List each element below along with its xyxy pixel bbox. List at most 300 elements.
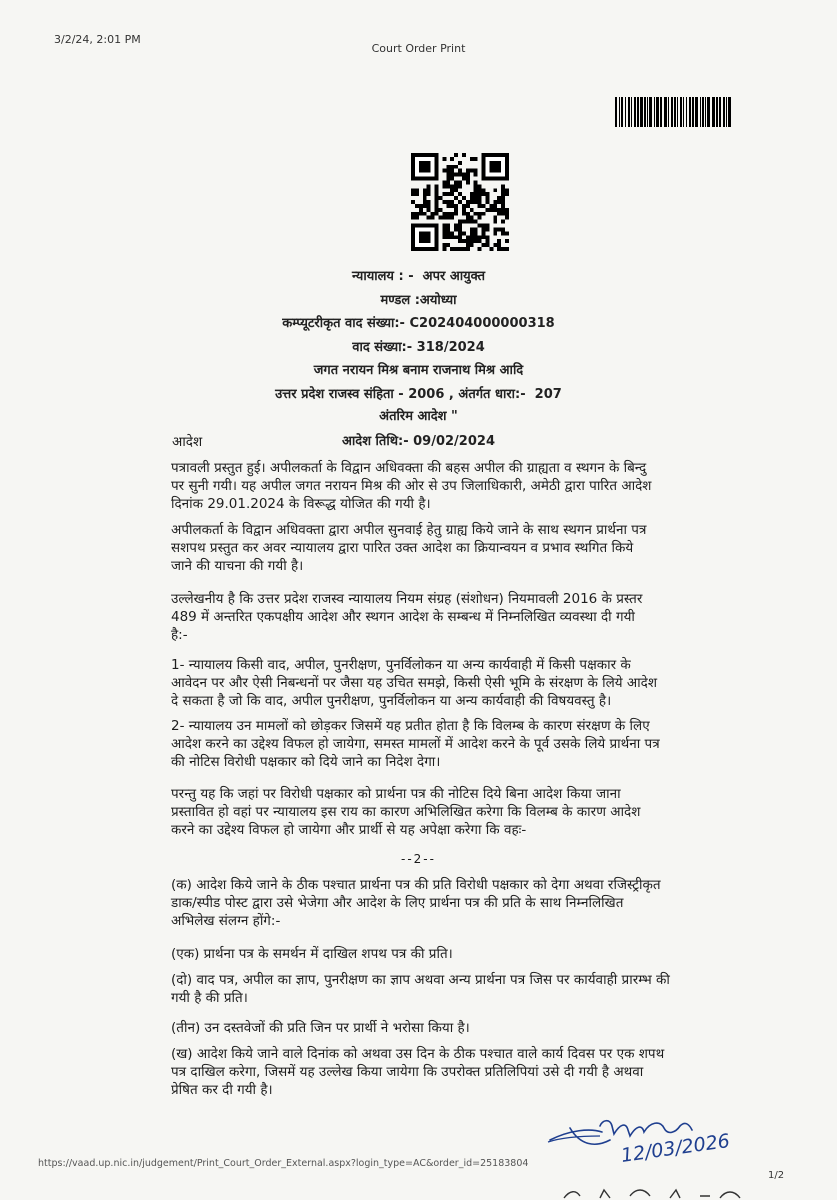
barcode-bar (656, 97, 659, 127)
qr-module (442, 184, 446, 188)
qr-module (442, 212, 446, 216)
paragraph (171, 785, 731, 839)
barcode-bar (712, 97, 715, 127)
qr-module (458, 161, 462, 165)
qr-module (497, 212, 501, 216)
qr-module (446, 165, 450, 169)
qr-module (470, 235, 474, 239)
qr-module (493, 204, 497, 208)
barcode-bar (716, 97, 718, 127)
qr-module (435, 212, 439, 216)
qr-module (505, 216, 509, 220)
qr-module (427, 208, 431, 212)
qr-module (478, 188, 482, 192)
qr-module (450, 169, 454, 173)
barcode-bar (621, 97, 623, 127)
qr-module (466, 200, 470, 204)
qr-module (501, 184, 505, 188)
qr-module (501, 208, 505, 212)
qr-module (485, 243, 489, 247)
text-line: सशपथ प्रस्तुत कर अवर न्यायालय द्वारा पारित उक्त आदेश का क्रियान्वयन व प्रभाव स्थगित किये (171, 540, 634, 556)
qr-module (462, 247, 466, 251)
qr-module (427, 192, 431, 196)
qr-module (450, 235, 454, 239)
qr-module (458, 231, 462, 235)
qr-module (450, 157, 454, 161)
qr-module (501, 220, 505, 224)
qr-module (505, 208, 509, 212)
qr-module (497, 196, 501, 200)
barcode-bar (631, 97, 632, 127)
text-line: परन्तु यह कि जहां पर विरोधी पक्षकार को प्रार्थना पत्र की नोटिस दिये बिना आदेश किया जाना (171, 786, 621, 802)
text-line: गयी है की प्रति। (171, 990, 248, 1006)
qr-module (458, 192, 462, 196)
qr-module (462, 153, 466, 157)
qr-module (446, 243, 450, 247)
qr-module (442, 200, 446, 204)
qr-module (470, 192, 474, 196)
qr-module (501, 247, 505, 251)
case-number: वाद संख्या:- 318/2024 (352, 340, 485, 355)
qr-module (458, 235, 462, 239)
qr-module (474, 200, 478, 204)
barcode-bar (692, 97, 694, 127)
qr-module (411, 188, 415, 192)
qr-module (470, 169, 474, 173)
qr-module (478, 247, 482, 251)
qr-module (497, 247, 501, 251)
qr-module (454, 180, 458, 184)
barcode-bar (649, 97, 652, 127)
qr-module (466, 216, 470, 220)
qr-module (411, 192, 415, 196)
qr-module (474, 235, 478, 239)
qr-module (435, 196, 439, 200)
qr-module (419, 208, 423, 212)
qr-module (462, 212, 466, 216)
qr-module (442, 216, 446, 220)
handwritten-signature (540, 1100, 755, 1180)
qr-module (493, 200, 497, 204)
qr-module (435, 184, 439, 188)
page-url: https://vaad.up.nic.in/judgement/Print_Court_Order_External.aspx?login_type=AC&order_id=25183804 (38, 1158, 529, 1169)
qr-module (485, 224, 489, 228)
qr-module (450, 212, 454, 216)
barcode-bar (619, 97, 620, 127)
qr-module (423, 200, 427, 204)
qr-module (474, 173, 478, 177)
paragraph (171, 590, 731, 644)
barcode-bar (625, 97, 626, 127)
qr-module (489, 204, 493, 208)
text-line: दिनांक 29.01.2024 के विरूद्ध योजित की गयी है। (171, 496, 431, 512)
qr-module (482, 204, 486, 208)
qr-module (427, 216, 431, 220)
barcode-bar (723, 97, 725, 127)
barcode-bar (686, 97, 687, 127)
qr-module (458, 173, 462, 177)
qr-module (474, 180, 478, 184)
qr-module (466, 247, 470, 251)
qr-module (446, 235, 450, 239)
qr-module (442, 243, 446, 247)
qr-module (485, 239, 489, 243)
qr-module (482, 212, 486, 216)
qr-module (423, 188, 427, 192)
qr-module (454, 188, 458, 192)
qr-module (442, 235, 446, 239)
qr-module (493, 216, 497, 220)
qr-module (427, 204, 431, 208)
text-line: (क) आदेश किये जाने के ठीक पश्चात प्रार्थना पत्र की प्रति विरोधी पक्षकार को देगा अथवा रजिस्ट्रीकृत (171, 877, 661, 893)
order-date: आदेश तिथि:- 09/02/2024 (342, 434, 495, 449)
qr-module (423, 196, 427, 200)
qr-module (470, 196, 474, 200)
qr-module (419, 212, 423, 216)
qr-module (458, 200, 462, 204)
text-line: पत्र दाखिल करेगा, जिसमें यह उल्लेख किया जायेगा कि उपरोक्त प्रतिलिपियां उसे दी गयी है अथवा (171, 1064, 644, 1080)
qr-module (482, 224, 486, 228)
qr-module (482, 188, 486, 192)
qr-module (454, 212, 458, 216)
text-line: अपीलकर्ता के विद्वान अधिवक्ता द्वारा अपील सुनवाई हेतु ग्राह्य किये जाने के साथ स्थगन प्रार्थना पत्र (171, 522, 647, 538)
qr-module (478, 184, 482, 188)
qr-module (470, 200, 474, 204)
qr-module (474, 157, 478, 161)
paragraph (171, 717, 731, 771)
text-line: उल्लेखनीय है कि उत्तर प्रदेश राजस्व न्यायालय नियम संग्रह (संशोधन) नियमावली 2016 के प्रस्तर (171, 591, 643, 607)
qr-module (505, 188, 509, 192)
qr-module (505, 247, 509, 251)
qr-module (450, 192, 454, 196)
qr-module (466, 235, 470, 239)
text-line: प्रेषित कर दी गयी है। (171, 1082, 273, 1098)
qr-module (482, 192, 486, 196)
qr-module (478, 239, 482, 243)
text-line: (तीन) उन दस्तवेजों की प्रति जिन पर प्रार्थी ने भरोसा किया है। (171, 1020, 470, 1036)
qr-module (435, 192, 439, 196)
barcode-bar (671, 97, 673, 127)
qr-module (427, 200, 431, 204)
qr-module (466, 169, 470, 173)
qr-module (435, 188, 439, 192)
text-line: जाने की याचना की गयी है। (171, 558, 304, 574)
qr-module (450, 184, 454, 188)
qr-module (454, 208, 458, 212)
barcode-bar (660, 97, 662, 127)
qr-module (450, 173, 454, 177)
text-line: की नोटिस विरोधी पक्षकार को दिये जाने का निदेश देगा। (171, 754, 441, 770)
qr-module (497, 243, 501, 247)
qr-module (458, 224, 462, 228)
qr-module (462, 173, 466, 177)
qr-module (470, 157, 474, 161)
qr-module (478, 200, 482, 204)
qr-module (489, 247, 493, 251)
qr-module (501, 192, 505, 196)
barcode-bar (683, 97, 684, 127)
qr-module (454, 235, 458, 239)
qr-module (458, 239, 462, 243)
qr-module (474, 184, 478, 188)
paragraph (171, 945, 731, 963)
qr-module (485, 235, 489, 239)
qr-module (411, 200, 415, 204)
text-line: प्रस्तावित हो वहां पर न्यायालय इस राय का कारण अभिलिखित करेगा कि विलम्ब के कारण आदेश (171, 804, 641, 820)
qr-module (478, 216, 482, 220)
text-line: 1- न्यायालय किसी वाद, अपील, पुनरीक्षण, पुनर्विलोकन या अन्य कार्यवाही में किसी पक्षकार के (171, 657, 631, 673)
qr-module (505, 212, 509, 216)
qr-module (478, 235, 482, 239)
qr-module (450, 188, 454, 192)
qr-module (485, 227, 489, 231)
qr-module (454, 173, 458, 177)
qr-module (415, 192, 419, 196)
qr-module (462, 204, 466, 208)
text-line: है:- (171, 627, 188, 643)
text-line: पर सुनी गयी। यह अपील जगत नरायन मिश्र की ओर से उप जिलाधिकारी, अमेठी द्वारा पारित आदेश (171, 478, 652, 494)
text-line: करने का उद्देश्य विफल हो जायेगा और प्रार्थी से यह अपेक्षा करेगा कि वहः- (171, 822, 527, 838)
barcode-bar (637, 97, 639, 127)
qr-module (411, 216, 415, 220)
qr-module (450, 231, 454, 235)
page-marker: --2-- (401, 852, 436, 866)
paragraph (171, 971, 731, 1007)
act-section: उत्तर प्रदेश राजस्व संहिता - 2006 , अंतर्गत धारा:- 207 (275, 387, 562, 402)
qr-module (493, 227, 497, 231)
qr-module (446, 216, 450, 220)
qr-module (450, 247, 454, 251)
qr-module (485, 196, 489, 200)
qr-module (493, 220, 497, 224)
paragraph (171, 1045, 731, 1099)
qr-module (431, 212, 435, 216)
qr-finder (489, 161, 501, 173)
qr-module (446, 200, 450, 204)
qr-module (462, 196, 466, 200)
qr-module (442, 180, 446, 184)
qr-module (454, 165, 458, 169)
paragraph (171, 521, 731, 575)
court-name: न्यायालय : - अपर आयुक्त (351, 269, 486, 284)
qr-module (458, 227, 462, 231)
qr-module (411, 212, 415, 216)
qr-module (505, 239, 509, 243)
text-line: (दो) वाद पत्र, अपील का ज्ञाप, पुनरीक्षण का ज्ञाप अथवा अन्य प्रार्थना पत्र जिस पर कार्यवाही प्रारम्भ की (171, 972, 670, 988)
qr-finder (419, 231, 431, 243)
qr-module (466, 173, 470, 177)
qr-module (466, 177, 470, 181)
qr-module (505, 192, 509, 196)
qr-module (466, 220, 470, 224)
barcode-bar (640, 97, 643, 127)
signature-date: 12/03/2026 (619, 1129, 732, 1167)
qr-module (431, 216, 435, 220)
qr-module (454, 184, 458, 188)
qr-module (450, 216, 454, 220)
qr-module (458, 247, 462, 251)
barcode-bar (628, 97, 630, 127)
qr-module (435, 204, 439, 208)
qr-module (438, 216, 442, 220)
page-number: 1/2 (768, 1170, 785, 1181)
text-line: दे सकता है जो कि वाद, अपील पुनरीक्षण, पुनर्विलोकन या अन्य कार्यवाही की विषयवस्तु है। (171, 693, 612, 709)
qr-module (478, 192, 482, 196)
qr-module (474, 227, 478, 231)
qr-module (438, 196, 442, 200)
qr-module (462, 239, 466, 243)
qr-code-icon (411, 153, 509, 251)
barcode-bar (634, 97, 636, 127)
text-line: पत्रावली प्रस्तुत हुई। अपीलकर्ता के विद्वान अधिवक्ता की बहस अपील की ग्राह्यता व स्थगन के बिन्दु (171, 460, 647, 476)
barcode-bar (702, 97, 704, 127)
qr-module (466, 204, 470, 208)
qr-module (478, 212, 482, 216)
qr-module (470, 216, 474, 220)
qr-module (482, 243, 486, 247)
qr-module (474, 196, 478, 200)
qr-module (446, 177, 450, 181)
qr-module (446, 192, 450, 196)
qr-module (474, 231, 478, 235)
barcode-bar (647, 97, 648, 127)
paragraph (171, 876, 731, 930)
qr-module (478, 196, 482, 200)
qr-module (446, 173, 450, 177)
qr-module (446, 180, 450, 184)
qr-module (482, 231, 486, 235)
qr-module (501, 196, 505, 200)
qr-module (462, 231, 466, 235)
qr-module (419, 204, 423, 208)
qr-module (501, 200, 505, 204)
barcode-bar (726, 97, 727, 127)
qr-module (442, 231, 446, 235)
qr-module (493, 208, 497, 212)
qr-module (474, 220, 478, 224)
text-line: अभिलेख संलग्न होंगे:- (171, 913, 281, 929)
division-name: मण्डल :अयोध्या (380, 293, 457, 308)
paragraph (171, 656, 731, 710)
qr-module (454, 227, 458, 231)
qr-module (450, 177, 454, 181)
qr-module (482, 235, 486, 239)
qr-module (423, 204, 427, 208)
barcode-bar (664, 97, 667, 127)
qr-module (427, 188, 431, 192)
qr-module (462, 177, 466, 181)
qr-module (442, 224, 446, 228)
qr-module (450, 200, 454, 204)
qr-module (462, 208, 466, 212)
qr-module (446, 212, 450, 216)
qr-module (466, 212, 470, 216)
barcode-bar (719, 97, 721, 127)
qr-module (454, 153, 458, 157)
qr-module (501, 227, 505, 231)
qr-module (454, 247, 458, 251)
qr-module (493, 231, 497, 235)
qr-module (446, 227, 450, 231)
paragraph (171, 459, 731, 513)
qr-module (446, 224, 450, 228)
qr-module (458, 180, 462, 184)
qr-module (493, 243, 497, 247)
qr-module (497, 227, 501, 231)
qr-module (501, 212, 505, 216)
order-heading: आदेश (172, 434, 203, 450)
qr-module (501, 204, 505, 208)
text-line: (ख) आदेश किये जाने वाले दिनांक को अथवा उस दिन के ठीक पश्चात वाले कार्य दिवस पर एक शपथ (171, 1046, 665, 1062)
qr-module (505, 231, 509, 235)
barcode-bar (615, 97, 617, 127)
barcode-bar (705, 97, 706, 127)
barcode-bar (674, 97, 676, 127)
qr-module (478, 224, 482, 228)
qr-module (466, 180, 470, 184)
qr-module (442, 247, 446, 251)
barcode-bar (707, 97, 710, 127)
qr-module (497, 208, 501, 212)
qr-module (493, 188, 497, 192)
qr-module (470, 231, 474, 235)
qr-module (442, 192, 446, 196)
qr-module (501, 188, 505, 192)
qr-module (497, 200, 501, 204)
qr-module (458, 184, 462, 188)
qr-module (442, 157, 446, 161)
barcode-icon (615, 97, 733, 127)
qr-module (446, 204, 450, 208)
qr-module (470, 220, 474, 224)
qr-module (415, 204, 419, 208)
qr-module (474, 192, 478, 196)
text-line: आदेश करने का उद्देश्य विफल हो जायेगा, समस्त मामलों में आदेश करने के पूर्व उसके लिये प्रार्थना पत्र (171, 736, 660, 752)
order-type: अंतरिम आदेश " (379, 409, 458, 424)
qr-module (466, 243, 470, 247)
barcode-bar (668, 97, 669, 127)
qr-module (462, 220, 466, 224)
qr-module (415, 188, 419, 192)
text-line: 2- न्यायालय उन मामलों को छोड़कर जिसमें यह प्रतीत होता है कि विलम्ब के कारण संरक्षण के लिए (171, 718, 650, 734)
text-line: (एक) प्रार्थना पत्र के समर्थन में दाखिल शपथ पत्र की प्रति। (171, 946, 453, 962)
qr-module (474, 212, 478, 216)
qr-module (497, 239, 501, 243)
qr-module (474, 188, 478, 192)
qr-module (435, 200, 439, 204)
case-parties: जगत नरायन मिश्र बनाम राजनाथ मिश्र आदि (313, 363, 524, 378)
qr-module (489, 208, 493, 212)
qr-module (446, 184, 450, 188)
qr-module (450, 204, 454, 208)
text-line: आवेदन पर और ऐसी निबन्धनों पर जैसा यह उचित समझे, किसी ऐसी भूमि के संरक्षण के लिये आदेश (171, 675, 658, 691)
scrawl-marks (560, 1186, 760, 1200)
qr-module (454, 224, 458, 228)
qr-module (485, 200, 489, 204)
qr-module (470, 208, 474, 212)
computerized-case-number: कम्प्यूटरीकृत वाद संख्या:- C202404000000318 (282, 316, 555, 331)
qr-module (450, 165, 454, 169)
text-line: 489 में अन्तरित एकपक्षीय आदेश और स्थगन आदेश के सम्बन्ध में निम्नलिखित व्यवस्था दी गयी (171, 609, 635, 625)
qr-module (454, 204, 458, 208)
qr-module (478, 204, 482, 208)
barcode-bar (728, 97, 731, 127)
qr-module (446, 169, 450, 173)
qr-module (474, 239, 478, 243)
qr-module (470, 227, 474, 231)
qr-module (442, 169, 446, 173)
print-title: Court Order Print (371, 42, 466, 55)
